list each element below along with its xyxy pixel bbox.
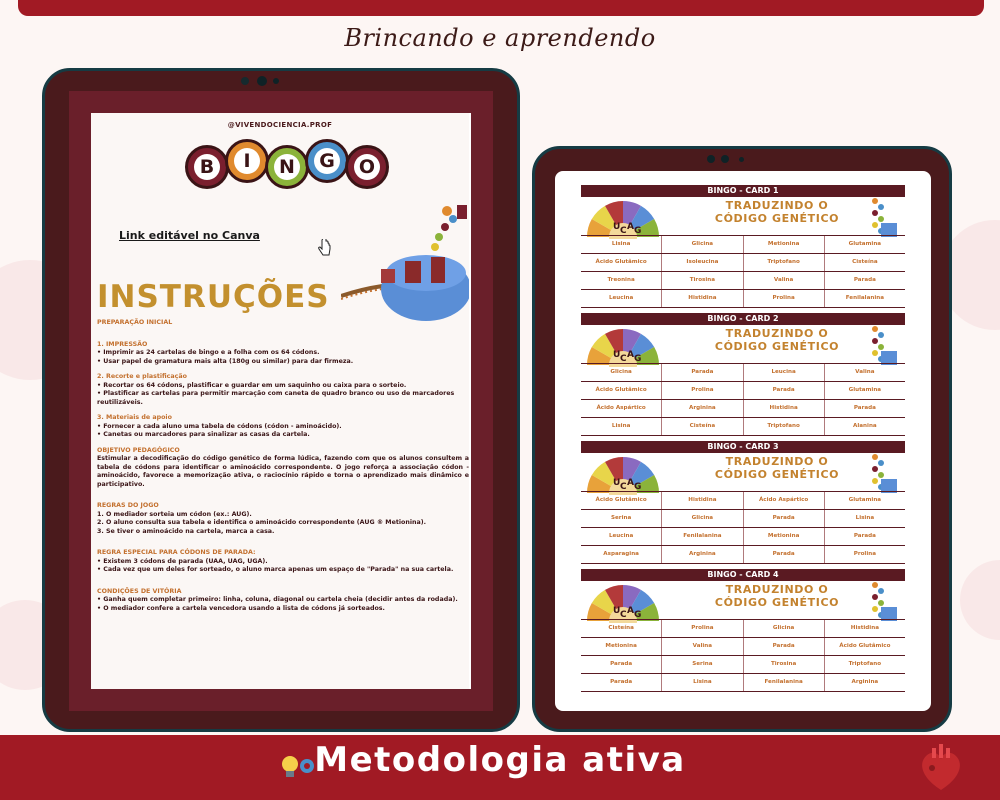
instructions-title: INSTRUÇÕES	[97, 279, 330, 315]
section-heading: REGRAS DO JOGO	[97, 502, 159, 509]
bingo-ball-o: O	[345, 145, 389, 189]
card-cell: Parada	[610, 661, 633, 667]
instruction-line: 2. O aluno consulta sua tabela e identifica o aminoácido correspondente (AUG ® Metionina).	[97, 519, 426, 526]
card-header: BINGO - CARD 3	[581, 441, 905, 453]
wheel-letter: C	[620, 354, 627, 364]
wheel-letter: C	[620, 610, 627, 620]
card-title-line: CÓDIGO GENÉTICO	[714, 468, 840, 481]
card-cell: Lisina	[661, 674, 742, 691]
instruction-line: • Plastificar as cartelas para permitir marcação com caneta de quadro branco ou uso de marcadores reutilizáveis.	[97, 390, 455, 406]
card-cell: Histidina	[824, 620, 905, 637]
card-header: BINGO - CARD 1	[581, 185, 905, 197]
card-cell: Histidina	[661, 492, 742, 509]
card-cell: Cisteína	[824, 254, 905, 271]
section-heading: CONDIÇÕES DE VITÓRIA	[97, 587, 182, 595]
card-cell: Triptofano	[743, 254, 824, 271]
card-row	[581, 235, 905, 254]
tablet-screen	[555, 171, 931, 711]
wheel-letter: C	[620, 482, 627, 492]
genetic-code-wheel-icon	[585, 197, 661, 239]
card-row	[581, 400, 905, 418]
wheel-letter: G	[634, 482, 642, 492]
section-heading: PREPARAÇÃO INICIAL	[97, 319, 173, 326]
card-cell: Glutamina	[824, 236, 905, 253]
card-cell: Serina	[610, 515, 632, 521]
card-title	[667, 327, 887, 353]
card-header: BINGO - CARD 2	[581, 313, 905, 325]
wheel-letter: A	[627, 222, 634, 232]
tablet-left	[42, 68, 520, 732]
background-decoration	[960, 560, 1000, 640]
wheel-letter: U	[613, 350, 621, 360]
section-heading: 3. Materiais de apoio	[97, 414, 172, 421]
card-cell: Lisina	[824, 510, 905, 527]
instruction-line: • Existem 3 códons de parada (UAA, UAG, UGA).	[97, 557, 268, 565]
cursor-hand-icon	[317, 239, 331, 257]
card-cell: Prolina	[743, 290, 824, 307]
wheel-letter: U	[613, 222, 621, 232]
camera-icon	[241, 77, 249, 85]
instruction-line: Estimular a decodificação do código genético de forma lúdica, fazendo com que os alunos consultem a tabela de códons para identificar o aminoácido correspondente. O jogo reforça a associação códon - aminoácido, favorece a memorização ativa, o raciocínio rápido e torna o aprendizado mais dinâmico e participativo.	[97, 455, 469, 488]
card-cell: Glutamina	[824, 382, 905, 399]
instruction-line: 3. Se tiver o aminoácido na cartela, marca a casa.	[97, 527, 275, 535]
card-cell: Metionina	[605, 643, 637, 649]
card-row	[581, 272, 905, 290]
wheel-letter: A	[627, 350, 634, 360]
card-row	[581, 290, 905, 308]
card-cell: Leucina	[743, 364, 824, 381]
genetic-code-wheel-icon	[585, 453, 661, 495]
card-row	[581, 363, 905, 382]
card-cell: Parada	[743, 382, 824, 399]
card-cell: Cisteína	[608, 625, 634, 631]
bottom-banner-text: Metodologia ativa	[314, 740, 686, 780]
card-row	[581, 546, 905, 564]
camera-icon	[257, 76, 267, 86]
card-title-line: CÓDIGO GENÉTICO	[714, 340, 840, 353]
card-row	[581, 638, 905, 656]
wheel-letter: G	[634, 226, 642, 236]
camera-icon	[739, 157, 744, 162]
canva-link[interactable]: Link editável no Canva	[119, 229, 260, 242]
instruction-line: • Cada vez que um deles for sorteado, o aluno marca apenas um espaço de "Parada" na sua cartela.	[97, 566, 454, 573]
tablet-screen	[69, 91, 493, 711]
card-row	[581, 382, 905, 400]
anatomical-heart-icon	[912, 738, 970, 796]
card-cell: Arginina	[824, 674, 905, 691]
bingo-card	[581, 569, 905, 687]
card-cell: Parada	[610, 679, 633, 685]
card-cell: Tirosina	[661, 272, 742, 289]
tagline: Brincando e aprendendo	[344, 24, 656, 52]
wheel-letter: G	[634, 354, 642, 364]
card-cell: Histidina	[661, 290, 742, 307]
instruction-line: • Imprimir as 24 cartelas de bingo e a folha com os 64 códons.	[97, 349, 320, 356]
card-cell: Fenilalanina	[661, 528, 742, 545]
card-cell: Prolina	[661, 620, 742, 637]
card-cell: Isoleucina	[661, 254, 742, 271]
card-cell: Fenilalanina	[824, 290, 905, 307]
instruction-line: • Ganha quem completar primeiro: linha, coluna, diagonal ou cartela cheia (decidir antes da rodada).	[97, 596, 458, 603]
card-grid	[581, 363, 905, 436]
card-grid	[581, 235, 905, 308]
card-cell: Cisteína	[661, 418, 742, 435]
card-cell: Glicina	[661, 510, 742, 527]
card-cell: Triptofano	[743, 418, 824, 435]
card-cell: Glicina	[610, 369, 632, 375]
card-cell: Glicina	[661, 236, 742, 253]
card-cell: Parada	[824, 272, 905, 289]
card-cell: Alanina	[824, 418, 905, 435]
card-title-line: TRADUZINDO O	[725, 327, 829, 340]
card-cell: Valina	[824, 364, 905, 381]
card-cell: Leucina	[608, 533, 634, 539]
card-cell: Tirosina	[743, 656, 824, 673]
instruction-line: • Canetas ou marcadores para sinalizar as casas da cartela.	[97, 431, 310, 438]
card-cell: Glicina	[743, 620, 824, 637]
card-cell: Valina	[661, 638, 742, 655]
card-cell: Parada	[661, 364, 742, 381]
card-cell: Fenilalanina	[743, 674, 824, 691]
camera-icon	[707, 155, 715, 163]
instructions-page	[91, 111, 469, 691]
card-cell: Arginina	[661, 546, 742, 563]
wheel-letter: A	[627, 478, 634, 488]
card-cell: Parada	[743, 546, 824, 563]
card-grid	[581, 619, 905, 692]
card-cell: Lisina	[611, 423, 631, 429]
card-cell: Histidina	[743, 400, 824, 417]
instruction-line: • O mediador confere a cartela vencedora usando a lista de códons já sorteados.	[97, 604, 385, 612]
card-cell: Ácido Aspártico	[596, 405, 646, 411]
card-cell: Ácido Aspártico	[743, 492, 824, 509]
bingo-ball-g: G	[305, 139, 349, 183]
camera-icon	[273, 78, 279, 84]
card-cell: Ácido Glutâmico	[595, 259, 647, 265]
section-heading: 1. IMPRESSÃO	[97, 340, 148, 348]
card-cell: Prolina	[661, 382, 742, 399]
genetic-code-wheel-icon	[585, 581, 661, 623]
card-row	[581, 528, 905, 546]
card-row	[581, 254, 905, 272]
bingo-card	[581, 313, 905, 431]
card-cell: Metionina	[743, 236, 824, 253]
card-cell: Prolina	[824, 546, 905, 563]
section-heading: 2. Recorte e plastificação	[97, 373, 187, 380]
wheel-letter: A	[627, 606, 634, 616]
card-row	[581, 418, 905, 436]
card-row	[581, 656, 905, 674]
card-cell: Serina	[661, 656, 742, 673]
card-title-line: TRADUZINDO O	[725, 455, 829, 468]
card-title	[667, 199, 887, 225]
bingo-ball-b: B	[185, 145, 229, 189]
card-cell: Parada	[743, 638, 824, 655]
author-handle: @VIVENDOCIENCIA.PROF	[227, 121, 333, 129]
wheel-letter: G	[634, 610, 642, 620]
card-cell: Arginina	[661, 400, 742, 417]
card-header: BINGO - CARD 4	[581, 569, 905, 581]
card-row	[581, 674, 905, 692]
card-row	[581, 491, 905, 510]
instruction-line: • Usar papel de gramatura mais alta (180g ou similar) para dar firmeza.	[97, 357, 354, 365]
wheel-letter: U	[613, 606, 621, 616]
bingo-card	[581, 441, 905, 559]
card-title-line: CÓDIGO GENÉTICO	[714, 212, 840, 225]
card-grid	[581, 491, 905, 564]
card-cell: Ácido Glutâmico	[824, 638, 905, 655]
card-cell: Valina	[743, 272, 824, 289]
bingo-card	[581, 185, 905, 303]
card-cell: Metionina	[743, 528, 824, 545]
bingo-machine-icon	[341, 201, 469, 321]
card-cell: Triptofano	[824, 656, 905, 673]
card-row	[581, 619, 905, 638]
genetic-code-wheel-icon	[585, 325, 661, 367]
top-bar	[18, 0, 984, 16]
card-title-line: TRADUZINDO O	[725, 199, 829, 212]
tablet-right	[532, 146, 952, 732]
card-title-line: CÓDIGO GENÉTICO	[714, 596, 840, 609]
section-heading: OBJETIVO PEDAGÓGICO	[97, 446, 180, 454]
card-cell: Parada	[743, 510, 824, 527]
instruction-line: • Fornecer a cada aluno uma tabela de códons (códon - aminoácido).	[97, 422, 342, 430]
instructions-body	[97, 319, 469, 613]
card-title	[667, 455, 887, 481]
card-cell: Parada	[824, 400, 905, 417]
card-cell: Lisina	[611, 241, 631, 247]
card-title-line: TRADUZINDO O	[725, 583, 829, 596]
card-cell: Ácido Glutâmico	[595, 387, 647, 393]
card-cell: Treonina	[607, 277, 635, 283]
instruction-line: 1. O mediador sorteia um códon (ex.: AUG).	[97, 510, 252, 518]
card-cell: Leucina	[608, 295, 634, 301]
card-row	[581, 510, 905, 528]
card-cell: Ácido Glutâmico	[595, 497, 647, 503]
section-heading: REGRA ESPECIAL PARA CÓDONS DE PARADA:	[97, 549, 256, 556]
card-title	[667, 583, 887, 609]
card-cell: Glutamina	[824, 492, 905, 509]
wheel-letter: C	[620, 226, 627, 236]
camera-icon	[721, 155, 729, 163]
bingo-ball-i: I	[225, 139, 269, 183]
card-cell: Parada	[824, 528, 905, 545]
card-cell: Asparagina	[603, 551, 639, 557]
wheel-letter: U	[613, 478, 621, 488]
instruction-line: • Recortar os 64 códons, plastificar e guardar em um saquinho ou caixa para o sorteio.	[97, 381, 407, 389]
bingo-ball-n: N	[265, 145, 309, 189]
